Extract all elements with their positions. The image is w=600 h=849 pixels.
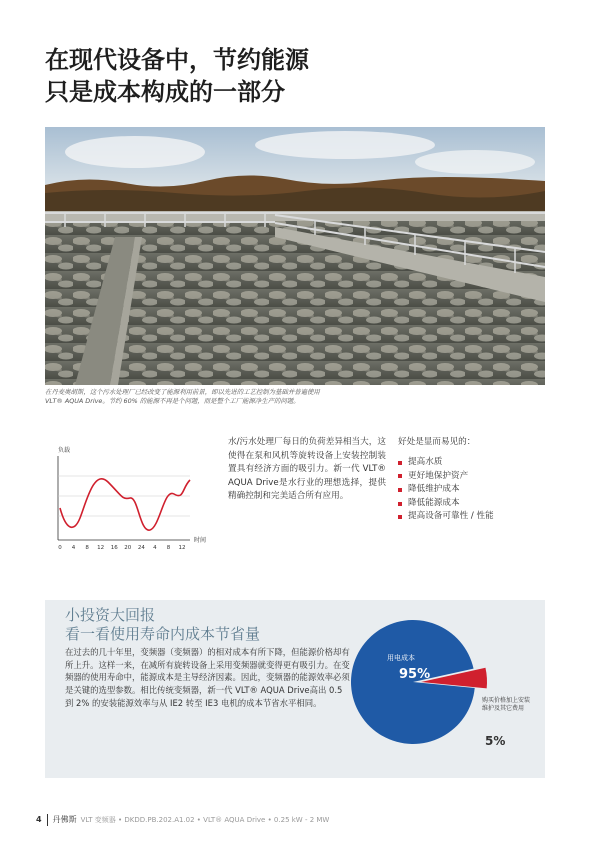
headline-line-1: 在现代设备中，节约能源 [45, 46, 309, 74]
cost-pie-chart [345, 610, 545, 775]
bullet-icon [398, 515, 402, 519]
x-tick-label: 0 [58, 545, 62, 551]
benefit-item [398, 510, 568, 524]
benefits-title: 好处是显而易见的： [398, 437, 476, 447]
benefit-item [398, 497, 568, 511]
bullet-icon [398, 502, 402, 506]
footer-divider [47, 814, 48, 826]
x-tick-label: 8 [166, 545, 171, 551]
time-axis-label: 时间 [194, 537, 207, 544]
panel-title-line-1: 小投资大回报 [65, 606, 156, 624]
x-tick-label: 16 [110, 545, 118, 551]
footer-text: VLT 变频器 • DKDD.PB.202.A1.02 • VLT® AQUA Drive • 0.25 kW - 2 MW [80, 816, 330, 824]
x-tick-label: 8 [85, 545, 89, 551]
bullet-icon [398, 488, 402, 492]
load-curve [60, 479, 190, 530]
bullet-icon [398, 474, 402, 478]
benefit-label: 降低维护成本 [408, 484, 460, 495]
load-time-chart [50, 438, 215, 558]
photo-caption [45, 388, 380, 406]
footer-brand: 丹佛斯 [52, 815, 77, 824]
benefit-label: 更好地保护资产 [408, 470, 469, 481]
panel-paragraph: 在过去的几十年里，变频器（变频器）的相对成本有所下降，但能源价格却有所上升。这样一来，在减所有旋转设备上采用变频器就变得更有吸引力。在变频器的使用寿命中，能源成本是主导经济因素。因此，变频器的能源效率必须是关键的选型参数。相比传统变频器，新一代 VLT® AQUA Drive高出 0.5 到 2% 的安装能源效率与从 IE2 转至 IE3 电机的成本节省水平相同。 [65, 647, 350, 708]
x-tick-label: 4 [71, 545, 76, 551]
energy-cost-value: 95% [399, 667, 431, 682]
page-number: 4 [36, 815, 42, 824]
page-headline [45, 44, 565, 108]
panel-title [65, 606, 365, 644]
caption-line-2: VLT® AQUA Drive。节约 60% 的能源不再是个问题，而是整个工厂能源净生产的问题。 [45, 397, 300, 405]
benefit-label: 提高水质 [408, 457, 443, 467]
purchase-cost-value: 5% [485, 734, 506, 748]
purchase-cost-label: 购买价格加上安装 维护及其它费用 [482, 697, 531, 712]
page-footer [36, 813, 556, 827]
benefit-item [398, 470, 568, 484]
benefit-item [398, 456, 568, 470]
benefit-label: 提高设备可靠性 / 性能 [408, 511, 494, 522]
headline-line-2: 只是成本构成的一部分 [45, 78, 285, 106]
energy-cost-label: 用电成本 [387, 654, 415, 662]
x-tick-label: 12 [178, 545, 186, 551]
x-tick-label: 24 [137, 545, 145, 551]
lifetime-cost-panel [45, 600, 545, 778]
treatment-plant-image [45, 127, 545, 385]
benefit-label: 降低能源成本 [408, 497, 460, 508]
benefits-list [398, 436, 568, 524]
x-tick-label: 12 [97, 545, 105, 551]
x-tick-label: 4 [153, 545, 157, 551]
bullet-icon [398, 461, 402, 465]
body-paragraph: 水/污水处理厂每日的负荷差异相当大，这使得在泵和风机等旋转设备上安装控制装置具有经济方面的吸引力。新一代 VLT® AQUA Drive是水行业的理想选择，提供精确控制和完美适合所有应用。 [228, 437, 386, 502]
benefit-item [398, 483, 568, 497]
x-tick-label: 20 [124, 545, 132, 551]
treatment-plant-photo [45, 127, 545, 385]
grid-lines [58, 476, 190, 516]
panel-title-line-2: 看一看使用寿命内成本节省量 [65, 625, 261, 643]
load-axis-label: 负载 [58, 447, 71, 454]
caption-line-1: 在丹麦奥胡斯，这个污水处理厂已经改变了能源利用前景，即以先进的工艺控制为基础并普遍使用 [45, 388, 320, 396]
